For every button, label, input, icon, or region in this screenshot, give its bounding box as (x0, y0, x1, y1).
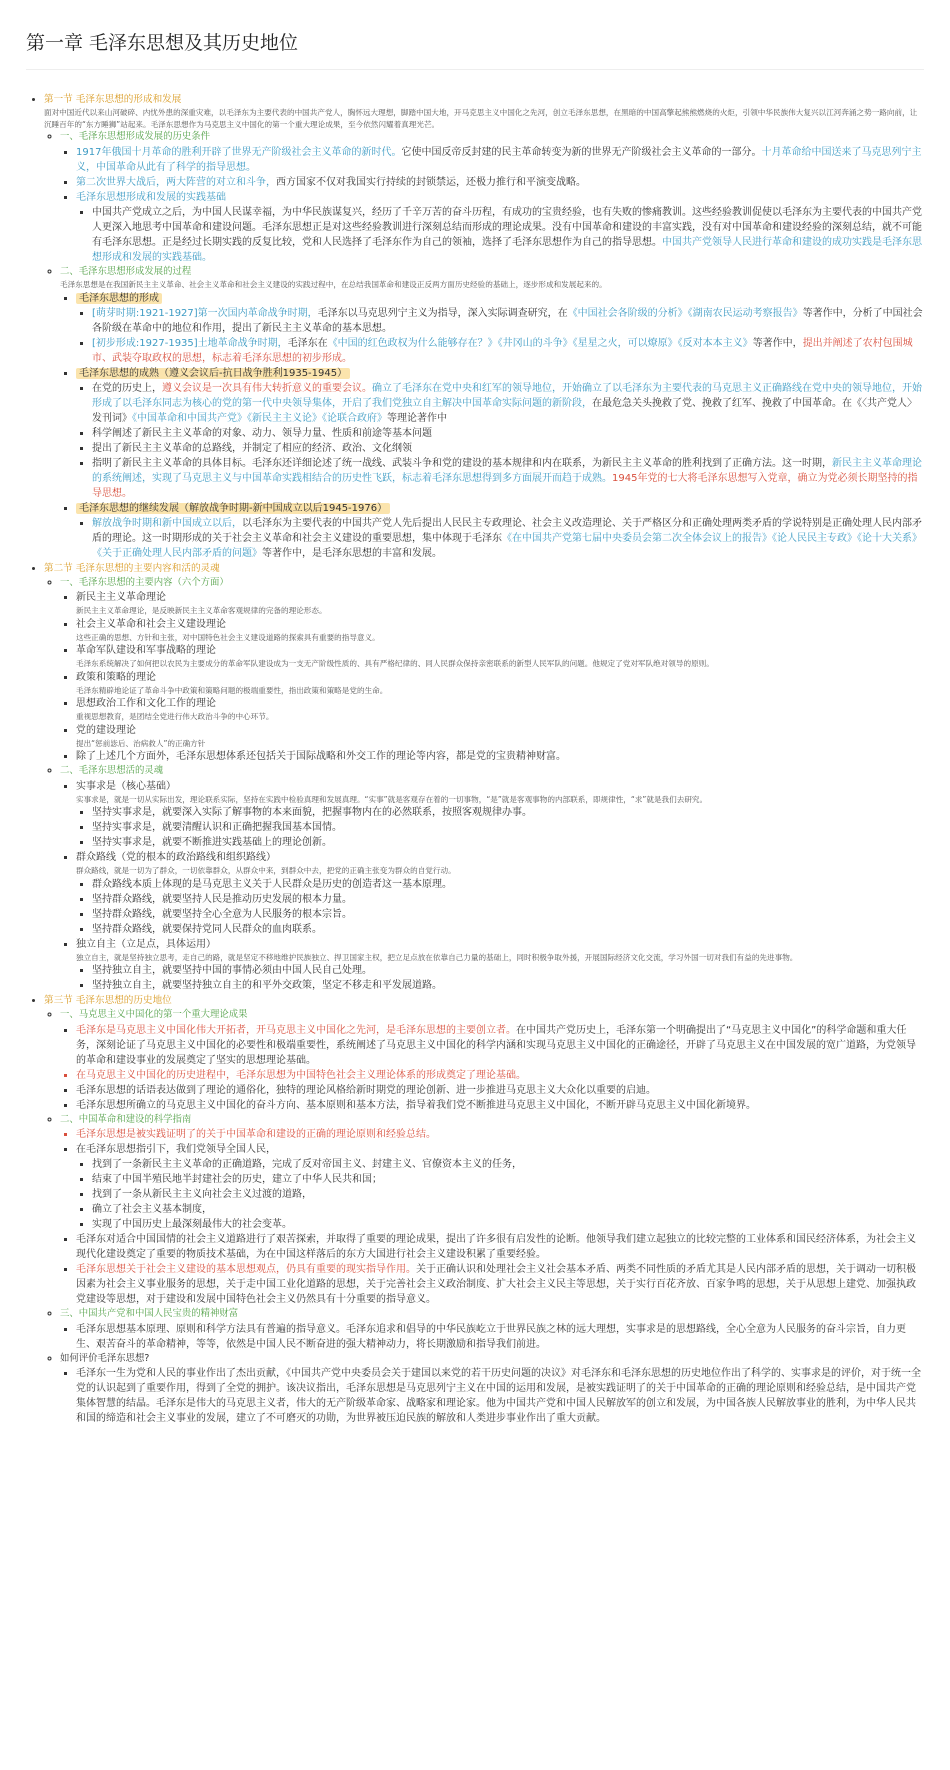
s2-part-2: ◦ 二、毛泽东思想活的灵魂 ▪ 实事求是（核心基础） 实事求是，就是一切从实际出发，理论联系实际，坚持在实践中检验真理和发展真理。“实事”就是客观存在着的一切事物，“是”就是客观事物的内部联系，即规律性，“求”就是我们去研究。 ▪ 坚持实事求是，就要深入实际了解事物的本来面貌，把握事物内在的必然联系，按照客观规律办事。 ▪ 坚持实事求是，就要清醒认识和正确把握我国基本国情。 ▪ 坚持实事求是，就要不断推进实践基础上的理论创新。 ▪ 群众路线（党的根本的政治路线和组织路线） 群众路线，就是一切为了群众，一切依靠群众，从群众中来，到群众中去，把党的正确主张变为群众的自觉行动。 ▪ 群众路线本质上体现的是马克思主义关于人民群众是历史的创造者这一基本原理。 ▪ 坚持群众路线，就要坚持人民是推动历史发展的根本力量。 ▪ 坚持群众路线，就要坚持全心全意为人民服务的根本宗旨。 ▪ 坚持群众路线，就要保持党同人民群众的血肉联系。 ▪ 独立自主（立足点，具体运用） 独立自主，就是坚持独立思考，走自己的路，就是坚定不移地维护民族独立、捍卫国家主权，把立足点放在依靠自己力量的基础上，同时积极争取外援，开展国际经济文化交流，学习外国一切对我们有益的先进事物。 ▪ 坚持独立自主，就要坚持中国的事情必须由中国人民自己处理。 ▪ 坚持独立自主，就要坚持独立自主的和平外交政策，坚定不移走和平发展道路。 (60, 764, 924, 993)
s3-part-1: ◦ 一、马克思主义中国化的第一个重大理论成果 ▪ 毛泽东是马克思主义中国化伟大开拓者，开马克思主义中国化之先河，是毛泽东思想的主要创立者。在中国共产党历史上，毛泽东第一个明确提出了“马克思主义中国化”的科学命题和重大任务，深刻论证了马克思主义中国化的必要性和极端重要性，系统阐述了马克思主义中国化的科学内涵和实现马克思主义中国化的正确途径，开辟了马克思主义在中国发展的宽广道路，为党领导的革命和建设事业的发展奠定了坚实的思想理论基础。 ▪ 在马克思主义中国化的历史进程中，毛泽东思想为中国特色社会主义理论体系的形成奠定了理论基础。 ▪ 毛泽东思想的话语表达做到了理论的通俗化，独特的理论风格给新时期党的理论创新、进一步推进马克思主义大众化以重要的启迪。 ▪ 毛泽东思想所确立的马克思主义中国化的奋斗方向、基本原则和基本方法，指导着我们党不断推进马克思主义中国化，不断开辟马克思主义中国化新境界。 (60, 1008, 924, 1113)
s3b-point-3: ▪ 毛泽东对适合中国国情的社会主义道路进行了艰苦探索，并取得了重要的理论成果，提出了许多很有启发性的论断。他领导我们建立起独立的比较完整的工业体系和国民经济体系，为社会主义现代化建设奠定了重要的物质技术基础，为在中国这样落后的东方大国进行社会主义建设积累了重要经验。 (76, 1232, 924, 1262)
s2b-group-3: ▪ 独立自主（立足点，具体运用） 独立自主，就是坚持独立思考，走自己的路，就是坚定不移地维护民族独立、捍卫国家主权，把立足点放在依靠自己力量的基础上，同时积极争取外援，开展国际经济文化交流，学习外国一切对我们有益的先进事物。 ▪ 坚持独立自主，就要坚持中国的事情必须由中国人民自己处理。 ▪ 坚持独立自主，就要坚持独立自主的和平外交政策，坚定不移走和平发展道路。 (76, 937, 924, 994)
section-2-heading: 第二节 毛泽东思想的主要内容和活的灵魂 (44, 562, 220, 574)
section-1 (44, 92, 924, 561)
section-2 (44, 561, 924, 994)
s3a-point-1: ▪ 毛泽东是马克思主义中国化伟大开拓者，开马克思主义中国化之先河，是毛泽东思想的主要创立者。在中国共产党历史上，毛泽东第一个明确提出了“马克思主义中国化”的科学命题和重大任务，深刻论证了马克思主义中国化的必要性和极端重要性，系统阐述了马克思主义中国化的科学内涵和实现马克思主义中国化的正确途径，开辟了马克思主义在中国发展的宽广道路，为党领导的革命和建设事业的发展奠定了坚实的思想理论基础。 (76, 1023, 924, 1068)
list-item: ▪ 坚持实事求是，就要深入实际了解事物的本来面貌，把握事物内在的必然联系，按照客观规律办事。 (92, 805, 924, 820)
s1b-maturity-2: ▪ 科学阐述了新民主主义革命的对象、动力、领导力量、性质和前途等基本问题 (92, 426, 924, 441)
s3c-point-1: ▪ 毛泽东思想基本原理、原则和科学方法具有普遍的指导意义。毛泽东追求和倡导的中华民族屹立于世界民族之林的远大理想，实事求是的思想路线，全心全意为人民服务的奋斗宗旨，自力更生、艰苦奋斗的革命精神，等等，依然是中国人民不断奋进的强大精神动力，将长期激励和指导我们前进。 (76, 1322, 924, 1352)
s1-part-1 (60, 130, 924, 265)
s1a-heading: 一、毛泽东思想形成发展的历史条件 (60, 131, 211, 142)
s1b-maturity-4: ▪ 指明了新民主主义革命的具体目标。毛泽东还详细论述了统一战线、武装斗争和党的建设的基本规律和内在联系，为新民主主义革命的胜利找到了正确方法。这一时期，新民主主义革命理论的系统阐述，实现了马克思主义与中国革命实践相结合的历史性飞跃，标志着毛泽东思想得到多方面展开而趋于成熟。1945年党的七大将毛泽东思想写入党章，确立为党必须长期坚持的指导思想。 (92, 456, 924, 501)
s1a-point-3-detail: ▪ 中国共产党成立之后，为中国人民谋幸福，为中华民族谋复兴，经历了千辛万苦的奋斗历程，有成功的宝贵经验，也有失败的惨痛教训。这些经验教训促使以毛泽东为主要代表的中国共产党人更深入地思考中国革命和建设问题。毛泽东思想正是对这些经验教训进行深刻总结而形成的理论成果。没有中国革命和建设的丰富实践，没有对中国革命和建设经验的深刻总结，就不可能有毛泽东思想。正是经过长期实践的反复比较，党和人民选择了毛泽东作为自己的领袖，选择了毛泽东思想作为自己的指导思想。中国共产党领导人民进行革命和建设的成功实践是毛泽东思想形成和发展的实践基础。 (92, 205, 924, 265)
s1a-point-3: ▪ 毛泽东思想形成和发展的实践基础 ▪ 中国共产党成立之后，为中国人民谋幸福，为中华民族谋复兴，经历了千辛万苦的奋斗历程，有成功的宝贵经验，也有失败的惨痛教训。这些经验教训促使以毛泽东为主要代表的中国共产党人更深入地思考中国革命和建设问题。毛泽东思想正是对这些经验教训进行深刻总结而形成的理论成果。没有中国革命和建设的丰富实践，没有对中国革命和建设经验的深刻总结，就不可能有毛泽东思想。正是经过长期实践的反复比较，党和人民选择了毛泽东作为自己的领袖，选择了毛泽东思想作为自己的指导思想。中国共产党领导人民进行革命和建设的成功实践是毛泽东思想形成和发展的实践基础。 (76, 190, 924, 265)
s3a-point-2: ▪ 在马克思主义中国化的历史进程中，毛泽东思想为中国特色社会主义理论体系的形成奠定了理论基础。 (76, 1068, 924, 1083)
s1b-heading: 二、毛泽东思想形成发展的过程 (60, 265, 192, 277)
s1b-formation: ▪ 毛泽东思想的形成 ▪ [萌芽时期:1921-1927]第一次国内革命战争时期，毛泽东以马克思列宁主义为指导，深入实际调查研究，在《中国社会各阶级的分析》《湖南农民运动考察报告》等著作中，分析了中国社会各阶级在革命中的地位和作用，提出了新民主主义革命的基本思想。 ▪ [初步形成:1927-1935]土地革命战争时期，毛泽东在《中国的红色政权为什么能够存在？》《井冈山的斗争》《星星之火，可以燎原》《反对本本主义》等著作中，提出并阐述了农村包围城市、武装夺取政权的思想，标志着毛泽东思想的初步形成。 (76, 291, 924, 366)
list-item: ▪ 思想政治工作和文化工作的理论 重视思想教育，是团结全党进行伟大政治斗争的中心环节。 (76, 696, 924, 723)
list-item: ▪ 社会主义革命和社会主义建设理论 这些正确的思想、方针和主张，对中国特色社会主义建设道路的探索具有重要的指导意义。 (76, 617, 924, 644)
list-item: ▪ 革命军队建设和军事战略的理论 毛泽东系统解决了如何把以农民为主要成分的革命军队建设成为一支无产阶级性质的、具有严格纪律的、同人民群众保持亲密联系的新型人民军队的问题。他规定了党对军队绝对领导的原则。 (76, 643, 924, 670)
s1b-formation-2: ▪ [初步形成:1927-1935]土地革命战争时期，毛泽东在《中国的红色政权为什么能够存在？》《井冈山的斗争》《星星之火，可以燎原》《反对本本主义》等著作中，提出并阐述了农村包围城市、武装夺取政权的思想，标志着毛泽东思想的初步形成。 (92, 336, 924, 366)
list-item: ▪ 坚持群众路线，就要坚持全心全意为人民服务的根本宗旨。 (92, 907, 924, 922)
section-1-heading: 第一节 毛泽东思想的形成和发展 (44, 94, 182, 105)
s1b-development: ▪ 毛泽东思想的继续发展（解放战争时期-新中国成立以后1945-1976） ▪ 解放战争时期和新中国成立以后，以毛泽东为主要代表的中国共产党人先后提出人民民主专政理论、社会主义改造理论、关于严格区分和正确处理两类矛盾的学说特别是正确处理人民内部矛盾的理论。这一时期形成的关于社会主义革命和社会主义建设的重要思想，集中体现于毛泽东《在中国共产党第七届中央委员会第二次全体会议上的报告》《论人民民主专政》《论十大关系》《关于正确处理人民内部矛盾的问题》等著作中，是毛泽东思想的丰富和发展。 (76, 501, 924, 561)
s3b-point-2: ▪ 在毛泽东思想指引下，我们党领导全国人民， ▪ 找到了一条新民主主义革命的正确道路，完成了反对帝国主义、封建主义、官僚资本主义的任务， ▪ 结束了中国半殖民地半封建社会的历史，建立了中华人民共和国； ▪ 找到了一条从新民主主义向社会主义过渡的道路， ▪ 确立了社会主义基本制度， ▪ 实现了中国历史上最深刻最伟大的社会变革。 (76, 1142, 924, 1232)
list-item: ▪ 坚持实事求是，就要不断推进实践基础上的理论创新。 (92, 835, 924, 850)
list-item: ▪ 坚持群众路线，就要保持党同人民群众的血肉联系。 (92, 922, 924, 937)
s3b-point-1: ▪ 毛泽东思想是被实践证明了的关于中国革命和建设的正确的理论原则和经验总结。 (76, 1127, 924, 1142)
section-3 (44, 993, 924, 1426)
s3a-point-3: ▪ 毛泽东思想的话语表达做到了理论的通俗化，独特的理论风格给新时期党的理论创新、进一步推进马克思主义大众化以重要的启迪。 (76, 1083, 924, 1098)
s2b-group-1: ▪ 实事求是（核心基础） 实事求是，就是一切从实际出发，理论联系实际，坚持在实践中检验真理和发展真理。“实事”就是客观存在着的一切事物，“是”就是客观事物的内部联系，即规律性，“求”就是我们去研究。 ▪ 坚持实事求是，就要深入实际了解事物的本来面貌，把握事物内在的必然联系，按照客观规律办事。 ▪ 坚持实事求是，就要清醒认识和正确把握我国基本国情。 ▪ 坚持实事求是，就要不断推进实践基础上的理论创新。 (76, 779, 924, 851)
s3-part-2: ◦ 二、中国革命和建设的科学指南 ▪ 毛泽东思想是被实践证明了的关于中国革命和建设的正确的理论原则和经验总结。 ▪ 在毛泽东思想指引下，我们党领导全国人民， ▪ 找到了一条新民主主义革命的正确道路，完成了反对帝国主义、封建主义、官僚资本主义的任务， ▪ 结束了中国半殖民地半封建社会的历史，建立了中华人民共和国； ▪ 找到了一条从新民主主义向社会主义过渡的道路， ▪ 确立了社会主义基本制度， ▪ 实现了中国历史上最深刻最伟大的社会变革。 ▪ 毛泽东对适合中国国情的社会主义道路进行了艰苦探索，并取得了重要的理论成果，提出了许多很有启发性的论断。他领导我们建立起独立的比较完整的工业体系和国民经济体系，为社会主义现代化建设奠定了重要的物质技术基础，为在中国这样落后的东方大国进行社会主义建设积累了重要经验。 ▪ 毛泽东思想关于社会主义建设的基本思想观点，仍具有重要的现实指导作用。关于正确认识和处理社会主义社会基本矛盾、两类不同性质的矛盾尤其是人民内部矛盾的思想，关于调动一切积极因素为社会主义事业服务的思想，关于走中国工业化道路的思想，关于完善社会主义政治制度、扩大社会主义民主等思想，关于实行百花齐放、百家争鸣的思想，关于从思想上建党、加强执政党建设等思想，对于建设和发展中国特色社会主义仍然具有十分重要的指导意义。 (60, 1113, 924, 1308)
s1a-point-1: ▪ 1917年俄国十月革命的胜利开辟了世界无产阶级社会主义革命的新时代。它使中国反帝反封建的民主革命转变为新的世界无产阶级社会主义革命的一部分。十月革命给中国送来了马克思列宁主义，中国革命从此有了科学的指导思想。 (76, 145, 924, 175)
section-3-heading: 第三节 毛泽东思想的历史地位 (44, 995, 172, 1006)
list-item: ▪ 坚持群众路线，就要坚持人民是推动历史发展的根本力量。 (92, 892, 924, 907)
s1b-maturity-1: ▪ 在党的历史上，遵义会议是一次具有伟大转折意义的重要会议。确立了毛泽东在党中央和红军的领导地位，开始确立了以毛泽东为主要代表的马克思主义正确路线在党中央的领导地位，开始形成了以毛泽东同志为核心的党的第一代中央领导集体，开启了我们党独立自主解决中国革命实际问题的新阶段，在最危急关头挽救了党、挽救了红军、挽救了中国革命。在《〈共产党人〉发刊词》《中国革命和中国共产党》《新民主主义论》《论联合政府》等理论著作中 (92, 381, 924, 426)
s2a-content-list (60, 590, 924, 764)
list-item: ▪ 坚持独立自主，就要坚持独立自主的和平外交政策，坚定不移走和平发展道路。 (92, 978, 924, 993)
section-1-intro: 面对中国近代以来山河破碎、内忧外患的深重灾难，以毛泽东为主要代表的中国共产党人，胸怀远大理想，脚踏中国大地，开马克思主义中国化之先河，创立毛泽东思想，在黑暗的中国高擎起熊熊燃烧的火炬，引领中华民族伟大复兴以江河奔涌之势一路向前，让沉睡百年的“东方睡狮”站起来。毛泽东思想作为马克思主义中国化的第一个重大理论成果，至今依然闪耀着真理光芒。 (44, 108, 918, 129)
list-item: ▪ 党的建设理论 提出“惩前毖后、治病救人”的正确方针 (76, 723, 924, 750)
outline (26, 92, 924, 1426)
page-title: 第一章 毛泽东思想及其历史地位 (26, 28, 924, 70)
list-item: ▪ 实现了中国历史上最深刻最伟大的社会变革。 (92, 1217, 924, 1232)
list-item: ▪ 群众路线本质上体现的是马克思主义关于人民群众是历史的创造者这一基本原理。 (92, 877, 924, 892)
s1b-development-1: ▪ 解放战争时期和新中国成立以后，以毛泽东为主要代表的中国共产党人先后提出人民民主专政理论、社会主义改造理论、关于严格区分和正确处理两类矛盾的学说特别是正确处理人民内部矛盾的理论。这一时期形成的关于社会主义革命和社会主义建设的重要思想，集中体现于毛泽东《在中国共产党第七届中央委员会第二次全体会议上的报告》《论人民民主专政》《论十大关系》《关于正确处理人民内部矛盾的问题》等著作中，是毛泽东思想的丰富和发展。 (92, 516, 924, 561)
list-item: ▪ 政策和策略的理论 毛泽东精辟地论证了革命斗争中政策和策略问题的极端重要性，指出政策和策略是党的生命。 (76, 670, 924, 697)
list-item: ▪ 新民主主义革命理论 新民主主义革命理论，是反映新民主主义革命客观规律的完备的理论形态。 (76, 590, 924, 617)
s2b-group-2: ▪ 群众路线（党的根本的政治路线和组织路线） 群众路线，就是一切为了群众，一切依靠群众，从群众中来，到群众中去，把党的正确主张变为群众的自觉行动。 ▪ 群众路线本质上体现的是马克思主义关于人民群众是历史的创造者这一基本原理。 ▪ 坚持群众路线，就要坚持人民是推动历史发展的根本力量。 ▪ 坚持群众路线，就要坚持全心全意为人民服务的根本宗旨。 ▪ 坚持群众路线，就要保持党同人民群众的血肉联系。 (76, 850, 924, 937)
list-item: ▪ 坚持独立自主，就要坚持中国的事情必须由中国人民自己处理。 (92, 963, 924, 978)
list-item: ▪ 坚持实事求是，就要清醒认识和正确把握我国基本国情。 (92, 820, 924, 835)
list-item: ▪ 除了上述几个方面外，毛泽东思想体系还包括关于国际战略和外交工作的理论等内容，都是党的宝贵精神财富。 (76, 749, 924, 764)
s3a-point-4: ▪ 毛泽东思想所确立的马克思主义中国化的奋斗方向、基本原则和基本方法，指导着我们党不断推进马克思主义中国化，不断开辟马克思主义中国化新境界。 (76, 1098, 924, 1113)
list-item: ▪ 确立了社会主义基本制度， (92, 1202, 924, 1217)
s1a-point-2: ▪ 第二次世界大战后，两大阵营的对立和斗争，西方国家不仅对我国实行持续的封锁禁运，还极力推行和平演变战略。 (76, 175, 924, 190)
s3b-point-4: ▪ 毛泽东思想关于社会主义建设的基本思想观点，仍具有重要的现实指导作用。关于正确认识和处理社会主义社会基本矛盾、两类不同性质的矛盾尤其是人民内部矛盾的思想，关于调动一切积极因素为社会主义事业服务的思想，关于走中国工业化道路的思想，关于完善社会主义政治制度、扩大社会主义民主等思想，关于实行百花齐放、百家争鸣的思想，关于从思想上建党、加强执政党建设等思想，对于建设和发展中国特色社会主义仍然具有十分重要的指导意义。 (76, 1262, 924, 1307)
s2-part-1: ◦ 一、毛泽东思想的主要内容（六个方面） ▪ 新民主主义革命理论 新民主主义革命理论，是反映新民主主义革命客观规律的完备的理论形态。 ▪ 社会主义革命和社会主义建设理论 这些正确的思想、方针和主张，对中国特色社会主义建设道路的探索具有重要的指导意义。 ▪ 革命军队建设和军事战略的理论 毛泽东系统解决了如何把以农民为主要成分的革命军队建设成为一支无产阶级性质的、具有严格纪律的、同人民群众保持亲密联系的新型人民军队的问题。他规定了党对军队绝对领导的原则。 ▪ 政策和策略的理论 毛泽东精辟地论证了革命斗争中政策和策略问题的极端重要性，指出政策和策略是党的生命。 ▪ 思想政治工作和文化工作的理论 重视思想教育，是团结全党进行伟大政治斗争的中心环节。 ▪ 党的建设理论 提出“惩前毖后、治病救人”的正确方针 ▪ 除了上述几个方面外，毛泽东思想体系还包括关于国际战略和外交工作的理论等内容，都是党的宝贵精神财富。 (60, 576, 924, 765)
s1b-formation-1: ▪ [萌芽时期:1921-1927]第一次国内革命战争时期，毛泽东以马克思列宁主义为指导，深入实际调查研究，在《中国社会各阶级的分析》《湖南农民运动考察报告》等著作中，分析了中国社会各阶级在革命中的地位和作用，提出了新民主主义革命的基本思想。 (92, 306, 924, 336)
list-item: ▪ 找到了一条新民主主义革命的正确道路，完成了反对帝国主义、封建主义、官僚资本主义的任务， (92, 1157, 924, 1172)
list-item: ▪ 找到了一条从新民主主义向社会主义过渡的道路， (92, 1187, 924, 1202)
s3d-point-1: ▪ 毛泽东一生为党和人民的事业作出了杰出贡献，《中国共产党中央委员会关于建国以来党的若干历史问题的决议》对毛泽东和毛泽东思想的历史地位作出了科学的、实事求是的评价，对于统一全党的认识起到了重要作用，得到了全党的拥护。该决议指出，毛泽东思想是马克思列宁主义在中国的运用和发展，是被实践证明了的关于中国革命的正确的理论原则和经验总结，是中国共产党集体智慧的结晶。毛泽东是伟大的马克思主义者，伟大的无产阶级革命家、战略家和理论家。他为中国共产党和中国人民解放军的创立和发展，为中国各族人民解放事业的胜利，为中华人民共和国的缔造和社会主义事业的发展，建立了不可磨灭的功勋，为世界被压迫民族的解放和人类进步事业作出了重大贡献。 (76, 1366, 924, 1426)
s3-part-3: ◦ 三、中国共产党和中国人民宝贵的精神财富 ▪ 毛泽东思想基本原理、原则和科学方法具有普遍的指导意义。毛泽东追求和倡导的中华民族屹立于世界民族之林的远大理想，实事求是的思想路线，全心全意为人民服务的奋斗宗旨，自力更生、艰苦奋斗的革命精神，等等，依然是中国人民不断奋进的强大精神动力，将长期激励和指导我们前进。 (60, 1307, 924, 1352)
s1b-intro: 毛泽东思想是在我国新民主主义革命、社会主义革命和社会主义建设的实践过程中，在总结我国革命和建设正反两方面历史经验的基础上，逐步形成和发展起来的。 (60, 280, 607, 289)
s3-part-4: ◦ 如何评价毛泽东思想? ▪ 毛泽东一生为党和人民的事业作出了杰出贡献，《中国共产党中央委员会关于建国以来党的若干历史问题的决议》对毛泽东和毛泽东思想的历史地位作出了科学的、实事求是的评价，对于统一全党的认识起到了重要作用，得到了全党的拥护。该决议指出，毛泽东思想是马克思列宁主义在中国的运用和发展，是被实践证明了的关于中国革命的正确的理论原则和经验总结，是中国共产党集体智慧的结晶。毛泽东是伟大的马克思主义者，伟大的无产阶级革命家、战略家和理论家。他为中国共产党和中国人民解放军的创立和发展，为中国各族人民解放事业的胜利，为中华人民共和国的缔造和社会主义事业的发展，建立了不可磨灭的功勋，为世界被压迫民族的解放和人类进步事业作出了重大贡献。 (60, 1352, 924, 1427)
s1-part-2 (60, 265, 924, 561)
s1b-maturity: ▪ 毛泽东思想的成熟（遵义会议后-抗日战争胜利1935-1945） ▪ 在党的历史上，遵义会议是一次具有伟大转折意义的重要会议。确立了毛泽东在党中央和红军的领导地位，开始确立了以毛泽东为主要代表的马克思主义正确路线在党中央的领导地位，开始形成了以毛泽东同志为核心的党的第一代中央领导集体，开启了我们党独立自主解决中国革命实际问题的新阶段，在最危急关头挽救了党、挽救了红军、挽救了中国革命。在《〈共产党人〉发刊词》《中国革命和中国共产党》《新民主主义论》《论联合政府》等理论著作中 ▪ 科学阐述了新民主主义革命的对象、动力、领导力量、性质和前途等基本问题 ▪ 提出了新民主主义革命的总路线，并制定了相应的经济、政治、文化纲领 ▪ 指明了新民主主义革命的具体目标。毛泽东还详细论述了统一战线、武装斗争和党的建设的基本规律和内在联系，为新民主主义革命的胜利找到了正确方法。这一时期，新民主主义革命理论的系统阐述，实现了马克思主义与中国革命实践相结合的历史性飞跃，标志着毛泽东思想得到多方面展开而趋于成熟。1945年党的七大将毛泽东思想写入党章，确立为党必须长期坚持的指导思想。 (76, 366, 924, 501)
s1b-maturity-3: ▪ 提出了新民主主义革命的总路线，并制定了相应的经济、政治、文化纲领 (92, 441, 924, 456)
list-item: ▪ 结束了中国半殖民地半封建社会的历史，建立了中华人民共和国； (92, 1172, 924, 1187)
